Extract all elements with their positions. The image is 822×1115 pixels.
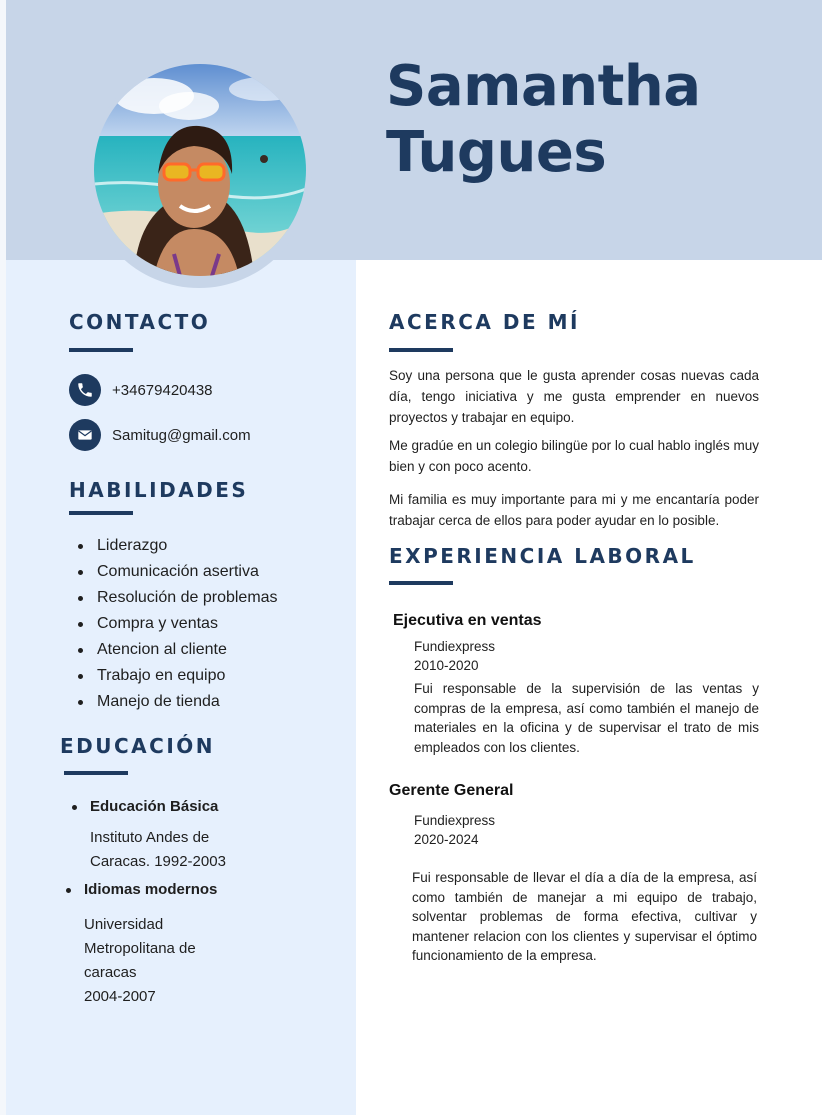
experience-heading: EXPERIENCIA LABORAL — [389, 544, 696, 568]
full-name — [386, 54, 701, 186]
education-entry-title: Idiomas modernos — [64, 881, 217, 898]
skills-rule — [69, 511, 133, 515]
skills-heading: HABILIDADES — [69, 478, 249, 502]
skill-item: Atencion al cliente — [78, 637, 278, 663]
education-entry-details — [90, 826, 226, 874]
education-line: Caracas. 1992-2003 — [90, 853, 226, 870]
about-rule — [389, 348, 453, 352]
about-paragraph: Soy una persona que le gusta aprender cosas nuevas cada día, tengo iniciativa y me gusta emprender en nuevos proyectos y trabajar en equipo. — [389, 368, 759, 425]
skill-item: Liderazgo — [78, 533, 278, 559]
job-title: Gerente General — [389, 782, 514, 799]
skill-item: Manejo de tienda — [78, 689, 278, 715]
education-line: caracas — [84, 964, 137, 981]
about-paragraph: Me gradúe en un colegio bilingüe por lo cual hablo inglés muy bien y con poco acento. — [389, 438, 759, 474]
job-meta — [414, 811, 495, 849]
phone-number: +34679420438 — [112, 381, 213, 399]
education-line: Instituto Andes de — [90, 829, 210, 846]
education-line: Universidad — [84, 916, 164, 933]
education-line: Metropolitana de — [84, 940, 196, 957]
profile-photo — [94, 64, 306, 276]
contact-phone-row — [69, 374, 213, 406]
about-paragraph: Mi familia es muy importante para mi y me encantaría poder trabajar cerca de ellos para poder ayudar en lo posible. — [389, 492, 759, 528]
job-description: Fui responsable de llevar el día a día de la empresa, así como también de manejar a mi equipo de trabajo, solventar problemas de forma efectiva, cultivar y mantener relacion con los clientes y supervisar el óptimo funcionamiento de la empresa. — [412, 870, 757, 963]
first-name: Samantha — [386, 54, 701, 119]
education-entry-title: Educación Básica — [70, 798, 218, 815]
email-address: Samitug@gmail.com — [112, 426, 251, 444]
education-rule — [64, 771, 128, 775]
envelope-icon — [69, 419, 101, 451]
education-entry-details — [84, 913, 196, 1009]
job-meta — [414, 637, 495, 675]
phone-icon — [69, 374, 101, 406]
contact-heading: CONTACTO — [69, 310, 211, 334]
education-line: 2004-2007 — [84, 988, 156, 1005]
skill-item: Compra y ventas — [78, 611, 278, 637]
contact-rule — [69, 348, 133, 352]
skill-item: Comunicación asertiva — [78, 559, 278, 585]
job-description: Fui responsable de la supervisión de las ventas y compras de la empresa, así como también el manejo de materiales en la oficina y de supervisar el trato de mis empleados con los clientes. — [414, 681, 759, 755]
last-name: Tugues — [386, 120, 607, 185]
job-years: 2010-2020 — [414, 658, 479, 673]
job-years: 2020-2024 — [414, 832, 479, 847]
job-company: Fundiexpress — [414, 639, 496, 654]
skill-item: Trabajo en equipo — [78, 663, 278, 689]
experience-rule — [389, 581, 453, 585]
about-heading: ACERCA DE MÍ — [389, 310, 580, 334]
job-title: Ejecutiva en ventas — [393, 612, 542, 629]
skills-list — [78, 533, 278, 715]
education-heading: EDUCACIÓN — [60, 734, 216, 758]
job-company: Fundiexpress — [414, 813, 496, 828]
skill-item: Resolución de problemas — [78, 585, 278, 611]
contact-email-row — [69, 419, 251, 451]
